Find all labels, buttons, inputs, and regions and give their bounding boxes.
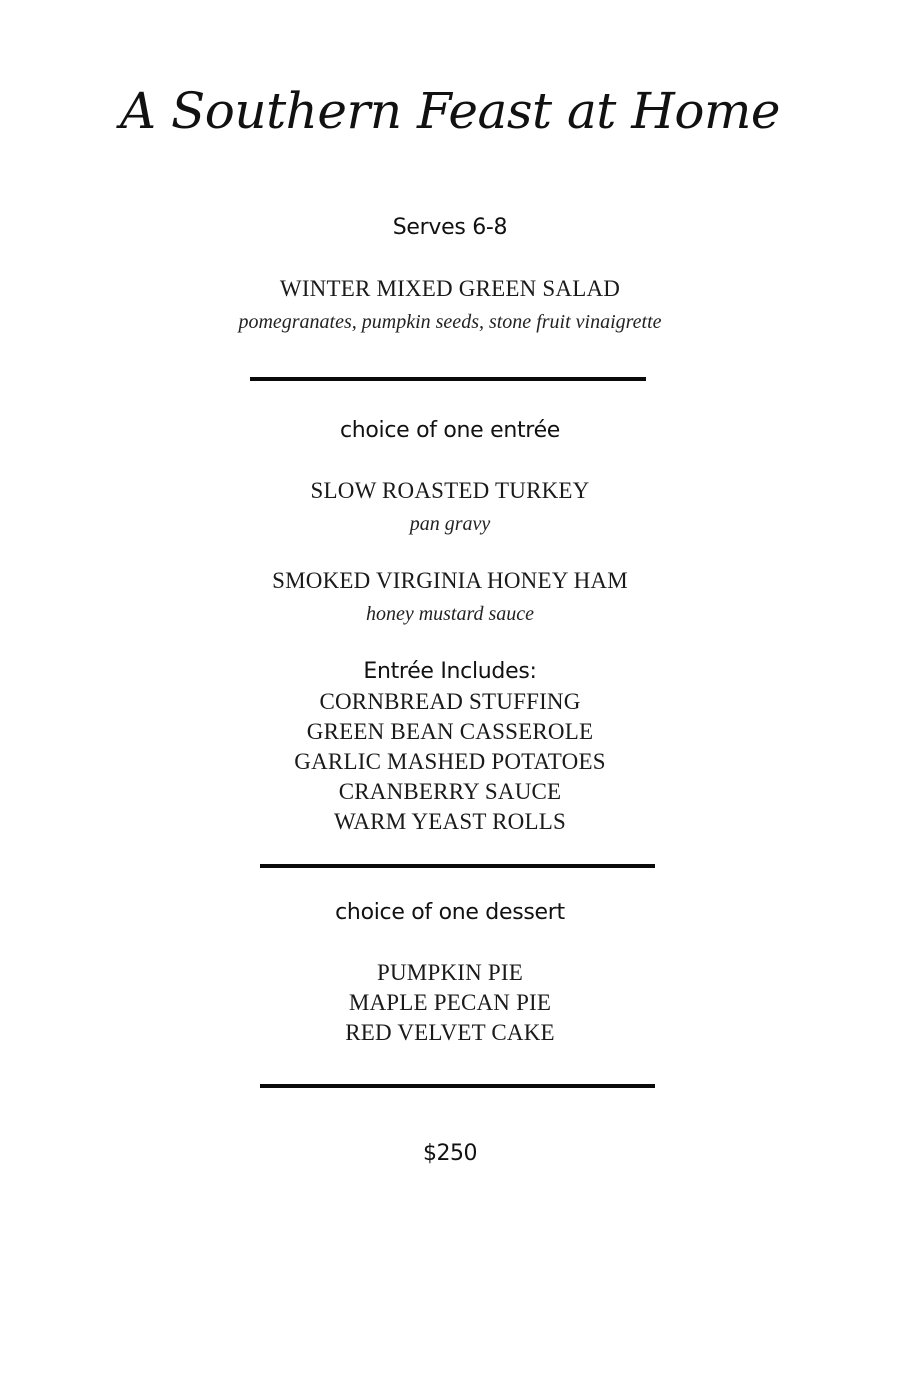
salad-description: pomegranates, pumpkin seeds, stone fruit vinaigrette [238,311,662,333]
entree-item-description: honey mustard sauce [365,603,535,625]
entree-item-name: SMOKED VIRGINIA HONEY HAM [272,568,628,593]
divider-1 [250,377,646,381]
entree-item-description: pan gravy [409,513,491,535]
divider-3 [260,1084,655,1088]
entree-includes-heading: Entrée Includes: [363,659,537,684]
serves-label: Serves 6-8 [392,215,508,240]
menu-title: A Southern Feast at Home [120,82,780,140]
dessert-item: PUMPKIN PIE [377,960,523,985]
price: $250 [423,1141,477,1166]
entree-include-item: CRANBERRY SAUCE [338,779,562,804]
entree-include-item: WARM YEAST ROLLS [334,809,566,834]
entree-include-item: CORNBREAD STUFFING [319,689,581,714]
entree-include-item: GREEN BEAN CASSEROLE [306,719,594,744]
entree-heading: choice of one entrée [339,418,561,443]
dessert-item: RED VELVET CAKE [345,1020,555,1045]
dessert-heading: choice of one dessert [335,900,565,925]
dessert-item: MAPLE PECAN PIE [348,990,552,1015]
divider-2 [260,864,655,868]
salad-name: WINTER MIXED GREEN SALAD [279,276,621,301]
entree-item-name: SLOW ROASTED TURKEY [310,478,590,503]
entree-include-item: GARLIC MASHED POTATOES [294,749,606,774]
